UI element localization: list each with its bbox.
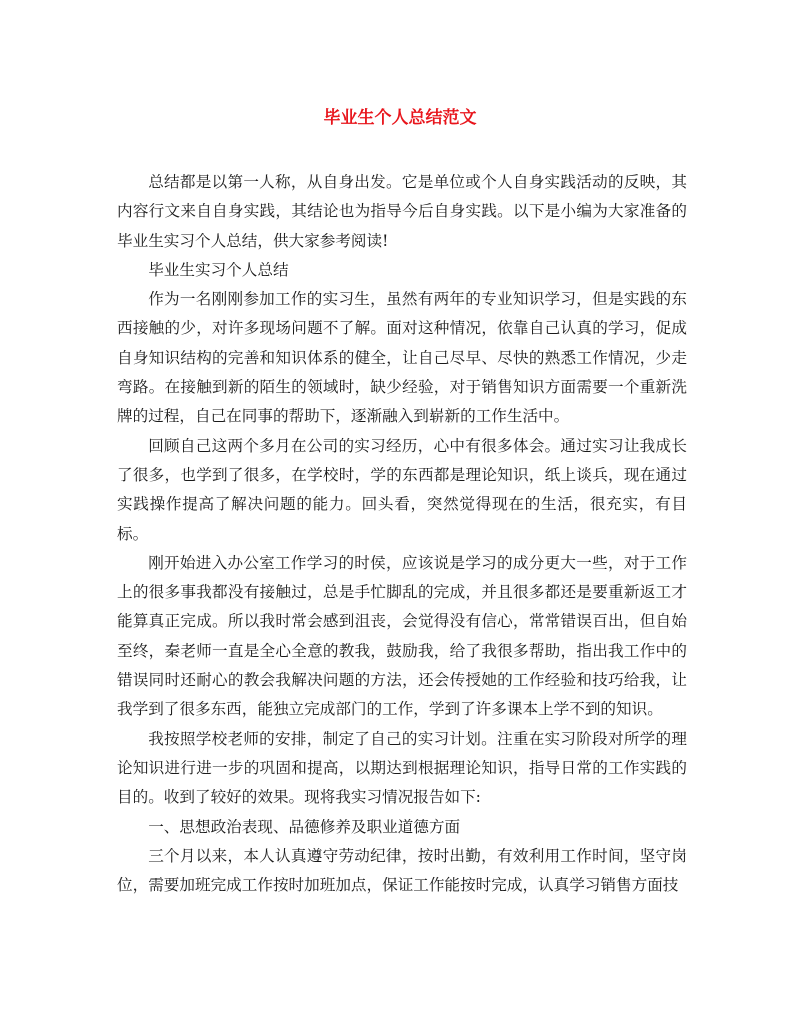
document-title: 毕业生个人总结范文: [323, 108, 477, 128]
paragraph: 我按照学校老师的安排，制定了自己的实习计划。注重在实习阶段对所学的理论知识进行进一步的巩固和提高，以期达到根据理论知识，指导日常的工作实践的目的。收到了较好的效果。现将我实习情况报告如下:: [117, 729, 687, 807]
paragraph-intro: 总结都是以第一人称，从自身出发。它是单位或个人自身实践活动的反映，其内容行文来自自身实践，其结论也为指导今后自身实践。以下是小编为大家准备的毕业生实习个人总结，供大家参考阅读!: [117, 173, 687, 250]
section-heading: 一、思想政治表现、品德修养及职业道德方面: [148, 817, 461, 836]
paragraph: 作为一名刚刚参加工作的实习生，虽然有两年的专业知识学习，但是实践的东西接触的少，对许多现场问题不了解。面对这种情况，依靠自己认真的学习，促成自身知识结构的完善和知识体系的健全，让自己尽早、尽快的熟悉工作情况，少走弯路。在接触到新的陌生的领域时，缺少经验，对于销售知识方面需要一个重新洗牌的过程，自己在同事的帮助下，逐渐融入到崭新的工作生活中。: [117, 290, 687, 426]
paragraph: 刚开始进入办公室工作学习的时侯，应该说是学习的成分更大一些，对于工作上的很多事我都没有接触过，总是手忙脚乱的完成，并且很多都还是要重新返工才能算真正完成。所以我时常会感到沮丧，会觉得没有信心，常常错误百出，但自始至终，秦老师一直是全心全意的教我，鼓励我，给了我很多帮助，指出我工作中的错误同时还耐心的教会我解决问题的方法，还会传授她的工作经验和技巧给我，让我学到了很多东西，能独立完成部门的工作，学到了许多课本上学不到的知识。: [117, 553, 687, 719]
paragraph: 回顾自己这两个多月在公司的实习经历，心中有很多体会。通过实习让我成长了很多，也学到了很多，在学校时，学的东西都是理论知识，纸上谈兵，现在通过实践操作提高了解决问题的能力。回头看，突然觉得现在的生活，很充实，有目标。: [117, 436, 687, 543]
section-heading: 毕业生实习个人总结: [148, 260, 289, 279]
paragraph: 三个月以来，本人认真遵守劳动纪律，按时出勤，有效利用工作时间，坚守岗位，需要加班完成工作按时加班加点，保证工作能按时完成，认真学习销售方面技: [117, 846, 687, 895]
document-body: [117, 168, 687, 900]
